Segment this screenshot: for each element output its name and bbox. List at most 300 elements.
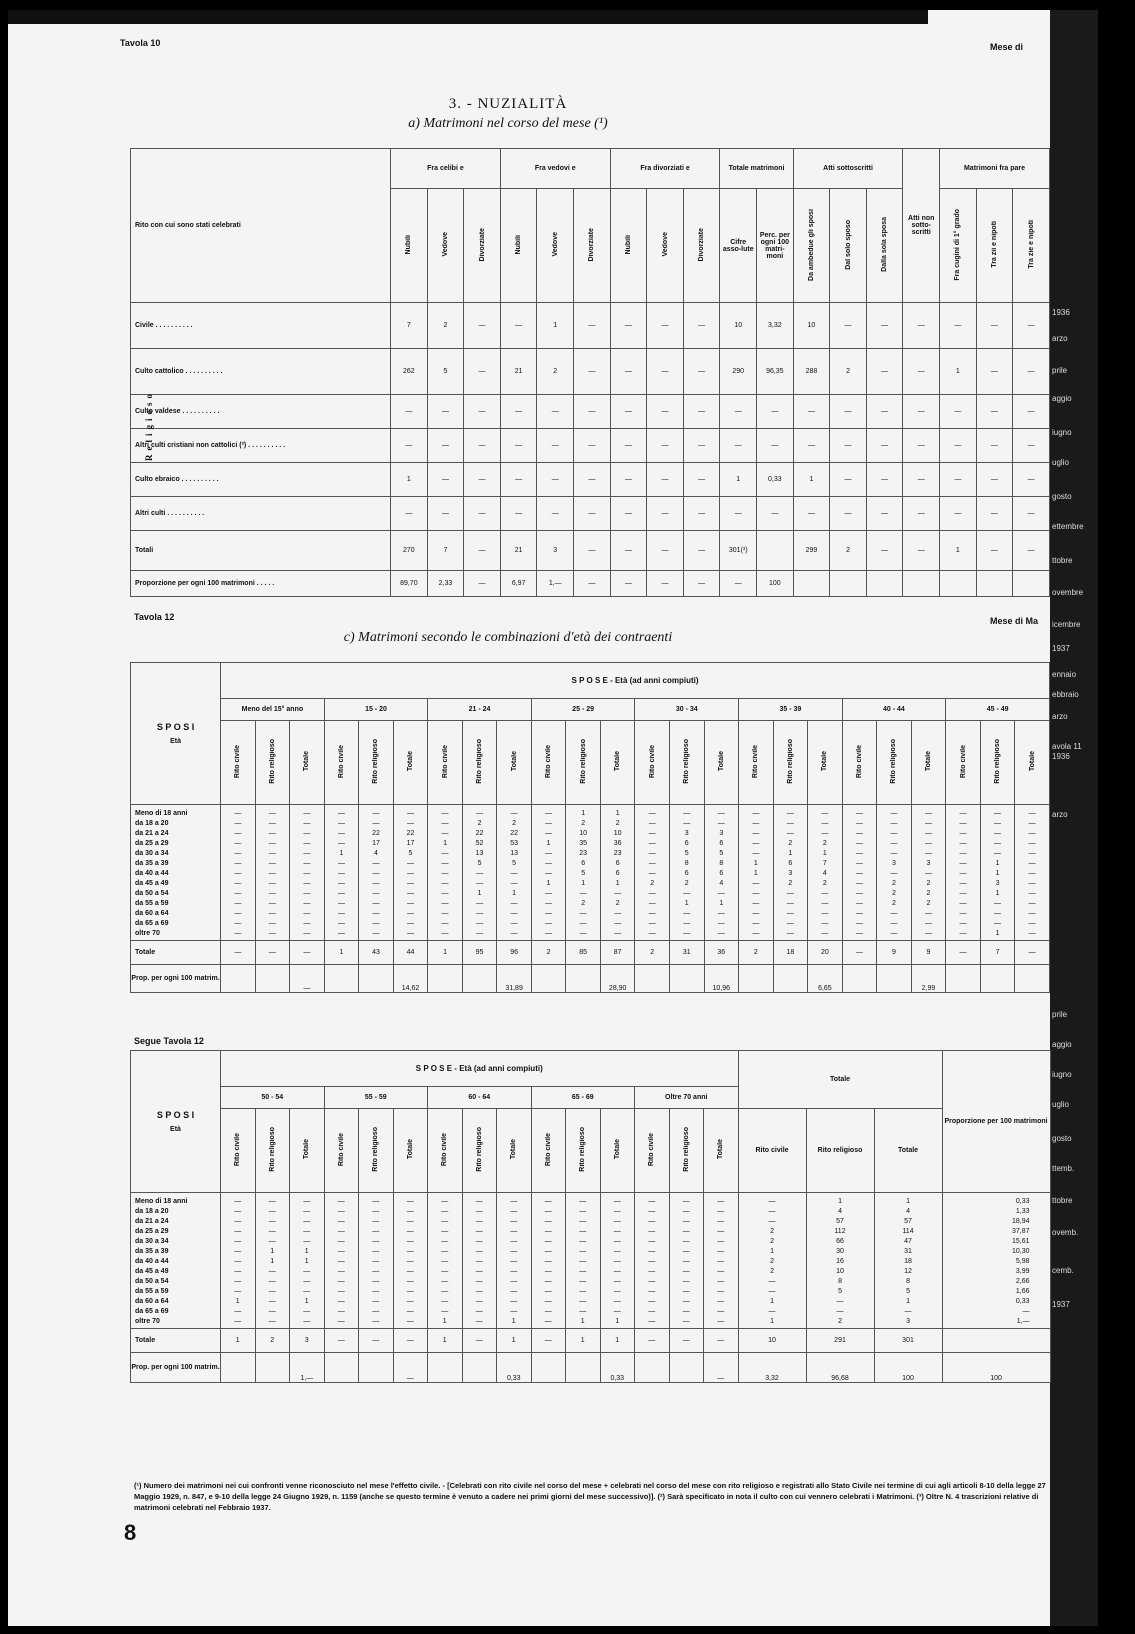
subheader — [221, 1109, 256, 1193]
data-value: — — [268, 1208, 276, 1215]
data-value: 23 — [579, 850, 588, 857]
table-cell: 7 — [980, 941, 1015, 965]
table-cell: — — [427, 497, 464, 531]
table-cell: — — [647, 571, 684, 597]
table-cell: 0,33 — [600, 1353, 635, 1383]
data-value: — — [1028, 830, 1036, 837]
table-cell: — — [647, 531, 684, 571]
data-value: — — [510, 900, 518, 907]
column-heading-text: Rito civile — [545, 744, 553, 779]
table-cell — [739, 965, 774, 993]
table-cell: 96 — [497, 941, 532, 965]
data-value: 52 — [475, 840, 484, 847]
data-value: — — [855, 830, 863, 837]
table-cell: 31,89 — [497, 965, 532, 993]
subheader — [669, 721, 704, 805]
data-value: — — [648, 1268, 656, 1275]
data-value: 10 — [613, 830, 622, 837]
data-value: — — [890, 810, 898, 817]
data-value: 4 — [822, 870, 827, 877]
data-value: — — [648, 860, 656, 867]
data-value: — — [303, 1308, 311, 1315]
data-column — [806, 1193, 874, 1329]
totale-group-header: Totale — [738, 1051, 942, 1109]
table-cell: — — [976, 303, 1013, 349]
data-column — [600, 1193, 635, 1329]
data-value: — — [648, 840, 656, 847]
data-value: — — [406, 1308, 414, 1315]
age-row-label: da 55 a 59 — [135, 900, 169, 907]
data-value: — — [372, 1238, 380, 1245]
age-row-label: da 18 a 20 — [135, 1208, 169, 1215]
data-value: — — [1028, 810, 1036, 817]
age-combination-table-continued — [130, 1050, 1051, 1383]
table-cell: 262 — [391, 349, 428, 395]
data-value: 36 — [613, 840, 622, 847]
column-header-rite: Rito con cui sono stati celebrati — [131, 149, 391, 303]
table-cell: — — [537, 429, 574, 463]
data-value: — — [441, 1238, 449, 1245]
table-cell: 44 — [393, 941, 428, 965]
data-value: 1 — [770, 1248, 774, 1255]
table-cell: — — [1013, 463, 1050, 497]
table-cell — [635, 965, 670, 993]
data-value: 13 — [475, 850, 484, 857]
data-value: 5 — [512, 860, 517, 867]
data-value: 6 — [719, 870, 724, 877]
data-value: — — [890, 830, 898, 837]
data-value: 2 — [838, 1318, 842, 1325]
data-value: — — [441, 1258, 449, 1265]
data-column — [842, 805, 877, 941]
data-value: — — [613, 1268, 621, 1275]
data-value: — — [890, 870, 898, 877]
subheader — [647, 189, 684, 303]
data-column — [980, 805, 1015, 941]
subheader — [500, 189, 537, 303]
age-group-header: Oltre 70 anni — [635, 1087, 739, 1109]
data-value: — — [337, 1308, 345, 1315]
data-value: — — [372, 930, 380, 937]
data-value: 1 — [615, 810, 620, 817]
subheader-total: Perc. per ogni 100 matri-moni — [757, 189, 794, 303]
table-cell — [842, 965, 877, 993]
data-value: — — [406, 1218, 414, 1225]
subheader — [462, 721, 497, 805]
table-cell: — — [537, 497, 574, 531]
table-cell: — — [464, 463, 501, 497]
table-cell: — — [393, 1329, 428, 1353]
table-cell — [635, 1353, 670, 1383]
data-value: 1 — [339, 850, 344, 857]
table-cell: 2 — [830, 531, 867, 571]
data-value: — — [994, 820, 1002, 827]
data-value: 15,61 — [1012, 1238, 1030, 1245]
data-value: — — [337, 1208, 345, 1215]
table-cell: — — [976, 429, 1013, 463]
side-note: 1937 — [1052, 1300, 1070, 1309]
table-cell: 1 — [324, 941, 359, 965]
data-value: 18 — [904, 1258, 912, 1265]
data-value: — — [372, 1318, 380, 1325]
data-value: — — [476, 870, 484, 877]
table-cell: 299 — [793, 531, 830, 571]
data-value: — — [372, 1228, 380, 1235]
data-value: — — [579, 1288, 587, 1295]
column-heading-text: Rito religioso — [682, 1127, 690, 1172]
column-heading-text: Rito religioso — [890, 739, 898, 784]
table-cell — [221, 965, 256, 993]
table-cell — [866, 571, 903, 597]
data-value: — — [234, 910, 242, 917]
data-value: 1 — [684, 900, 689, 907]
subheader-atti — [866, 189, 903, 303]
table-cell: 9 — [911, 941, 946, 965]
data-value: — — [717, 1278, 725, 1285]
data-value: — — [337, 860, 345, 867]
table-cell: 2 — [739, 941, 774, 965]
data-value: — — [682, 1278, 690, 1285]
data-value: — — [648, 900, 656, 907]
table-cell — [255, 965, 290, 993]
data-value: — — [372, 1298, 380, 1305]
data-value: — — [855, 900, 863, 907]
data-column — [566, 1193, 601, 1329]
table-cell: 1 — [497, 1329, 532, 1353]
data-value: — — [475, 1308, 483, 1315]
group-header-non-sottoscritti: Atti non sotto-scritti — [903, 149, 940, 303]
table-cell: 96,35 — [757, 349, 794, 395]
data-value: — — [924, 910, 932, 917]
data-value: — — [648, 1248, 656, 1255]
subheader — [290, 1109, 325, 1193]
data-column — [566, 805, 601, 941]
table-cell — [462, 965, 497, 993]
data-value: — — [717, 1238, 725, 1245]
totals-label: Totali — [131, 531, 391, 571]
age-row-label: Meno di 18 anni — [135, 810, 188, 817]
table-cell: 3 — [537, 531, 574, 571]
subheader — [600, 721, 635, 805]
data-value: — — [406, 1288, 414, 1295]
column-heading-text: Rito religioso — [475, 1127, 483, 1172]
data-value: 2 — [615, 820, 620, 827]
table-cell: — — [866, 303, 903, 349]
data-value: — — [648, 1278, 656, 1285]
data-value: — — [752, 910, 760, 917]
data-value: — — [1028, 880, 1036, 887]
age-row-label: da 50 a 54 — [135, 890, 169, 897]
table-cell: — — [1013, 531, 1050, 571]
data-value: 2 — [788, 840, 793, 847]
data-value: — — [579, 1278, 587, 1285]
data-value: — — [648, 1208, 656, 1215]
data-value: — — [768, 1288, 776, 1295]
subheader-parenti — [976, 189, 1013, 303]
table-cell: — — [574, 463, 611, 497]
subheader — [669, 1109, 704, 1193]
data-value: — — [579, 1198, 587, 1205]
data-value: — — [406, 1238, 414, 1245]
data-value: — — [234, 930, 242, 937]
data-value: — — [717, 1268, 725, 1275]
table-cell: — — [866, 429, 903, 463]
data-value: — — [441, 1218, 449, 1225]
side-note: ennaio — [1052, 670, 1077, 679]
data-value: 17 — [372, 840, 380, 847]
footnotes: (¹) Numero dei matrimoni nei cui confronti venne riconosciuto nel mese l'effetto civile. - [Celebrati con rito civile nel corso del mese + celebrati nel corso del mese con rito religioso e registrati allo Stato Civile nei termine di cui agli articoli 8-10 della legge 27 Maggio 1929, n. 847, e 9-10 della legge 24 Giugno 1929, n. 1159 (anche se questo termine è venuto a cadere nei primi giorni del mese successivo)]. (²) Sarà specificato in nota il culto con cui vennero celebrati i Matrimoni. (³) Oltre N. 4 trascrizioni relative di matrimoni celebrati nel Febbraio 1937. — [134, 1481, 1046, 1512]
data-value: — — [994, 900, 1002, 907]
data-value: — — [337, 1228, 345, 1235]
data-value: — — [717, 1208, 725, 1215]
data-value: — — [545, 810, 553, 817]
data-value: 2 — [770, 1238, 774, 1245]
data-value: — — [476, 880, 484, 887]
table-cell: — — [647, 395, 684, 429]
totals-label: Totale — [131, 1329, 221, 1353]
subheader-parenti — [940, 189, 977, 303]
data-value: — — [682, 1238, 690, 1245]
data-value: — — [407, 890, 414, 897]
table-cell: — — [500, 463, 537, 497]
column-heading-text: Fra cugini di 1° grado — [954, 208, 962, 281]
data-value: — — [303, 880, 311, 887]
data-value: — — [683, 820, 691, 827]
data-value: — — [441, 880, 449, 887]
data-value: 4 — [906, 1208, 910, 1215]
data-value: — — [683, 930, 691, 937]
data-value: — — [683, 810, 691, 817]
table-row — [131, 395, 1050, 429]
data-value: — — [717, 1258, 725, 1265]
table-cell: — — [940, 395, 977, 429]
table-cell: 2 — [830, 349, 867, 395]
data-value: — — [337, 870, 345, 877]
column-heading-text: Rito civile — [441, 744, 449, 779]
table-cell: 7 — [391, 303, 428, 349]
data-value: — — [234, 1308, 242, 1315]
data-value: — — [959, 860, 967, 867]
data-value: — — [475, 1198, 483, 1205]
age-row-label: da 35 a 39 — [135, 860, 169, 867]
data-value: — — [337, 830, 345, 837]
data-value: 1 — [995, 930, 1000, 937]
data-value: — — [683, 890, 691, 897]
data-column — [462, 1193, 497, 1329]
table-cell: 1,— — [537, 571, 574, 597]
data-value: 1,33 — [1015, 1208, 1030, 1215]
data-value: 5,98 — [1015, 1258, 1030, 1265]
data-value: — — [1028, 850, 1036, 857]
data-value: — — [1028, 820, 1036, 827]
data-value: — — [924, 820, 932, 827]
table-a-title: a) Matrimoni nel corso del mese (¹) — [408, 116, 608, 131]
table-cell: — — [610, 429, 647, 463]
table-cell: — — [940, 429, 977, 463]
data-column — [773, 805, 808, 941]
data-value: — — [579, 1308, 587, 1315]
data-value: — — [441, 850, 449, 857]
data-value: — — [475, 1278, 483, 1285]
data-column — [600, 805, 635, 941]
table-cell: — — [830, 395, 867, 429]
data-value: — — [752, 890, 760, 897]
table-cell — [793, 571, 830, 597]
data-value: — — [475, 1318, 483, 1325]
data-value: 8 — [684, 860, 689, 867]
data-value: — — [303, 910, 311, 917]
table-cell: 2 — [427, 303, 464, 349]
table-cell — [976, 571, 1013, 597]
data-value: 8 — [838, 1278, 842, 1285]
column-heading-text: Rito civile — [441, 1132, 449, 1167]
age-row-label: da 50 a 54 — [135, 1278, 169, 1285]
table-cell: 31 — [669, 941, 704, 965]
data-value: — — [234, 920, 242, 927]
data-value: 22 — [510, 830, 518, 837]
side-note: ettembre — [1052, 522, 1084, 531]
table-cell: — — [610, 395, 647, 429]
table-cell: 43 — [359, 941, 394, 965]
age-row-label: da 55 a 59 — [135, 1288, 169, 1295]
table-cell: — — [830, 429, 867, 463]
column-heading-text: Totale — [613, 1139, 621, 1160]
data-value: — — [717, 810, 725, 817]
table-cell — [942, 1329, 1050, 1353]
data-value: — — [613, 1238, 621, 1245]
data-value: 13 — [510, 850, 518, 857]
subheader — [946, 721, 981, 805]
data-value: 6 — [615, 860, 620, 867]
data-value: — — [407, 900, 414, 907]
data-value: — — [268, 1298, 276, 1305]
data-value: — — [476, 810, 484, 817]
data-value: 3 — [788, 870, 793, 877]
age-group-header: Meno del 15° anno — [221, 699, 325, 721]
table-cell: — — [903, 497, 940, 531]
age-row-label: da 40 a 44 — [135, 870, 169, 877]
data-value: 5 — [408, 850, 413, 857]
data-value: — — [372, 810, 380, 817]
data-value: — — [337, 920, 345, 927]
table-cell: 9 — [877, 941, 912, 965]
data-value: 1 — [546, 840, 551, 847]
column-heading-text: Da ambedue gli sposi — [807, 208, 815, 281]
table-cell: 1 — [940, 349, 977, 395]
data-value: — — [924, 870, 932, 877]
column-heading-text: Dal solo sposo — [844, 219, 852, 270]
data-value: — — [579, 1228, 587, 1235]
data-value: — — [475, 1228, 483, 1235]
data-value: — — [717, 1198, 725, 1205]
data-value: 2 — [891, 890, 896, 897]
data-value: — — [648, 1258, 656, 1265]
data-value: — — [682, 1308, 690, 1315]
data-value: 6 — [788, 860, 793, 867]
table-cell: — — [704, 1353, 739, 1383]
data-column — [359, 805, 394, 941]
data-value: 8 — [906, 1278, 910, 1285]
data-value: — — [475, 1208, 483, 1215]
subheader — [683, 189, 720, 303]
data-value: — — [372, 820, 380, 827]
data-value: — — [786, 900, 794, 907]
data-value: — — [579, 920, 587, 927]
table-cell: 95 — [462, 941, 497, 965]
table-cell — [359, 1353, 394, 1383]
table-cell: — — [290, 941, 325, 965]
column-heading-text: Totale — [407, 751, 414, 772]
table-row — [131, 429, 1050, 463]
data-value: — — [648, 1218, 656, 1225]
table-cell: — — [866, 395, 903, 429]
subheader — [428, 721, 463, 805]
data-value: 0,33 — [1015, 1298, 1030, 1305]
table-cell — [566, 1353, 601, 1383]
table-cell: — — [976, 497, 1013, 531]
data-value: — — [337, 900, 345, 907]
table-cell: — — [976, 395, 1013, 429]
data-value: — — [821, 830, 829, 837]
data-value: — — [372, 1198, 380, 1205]
side-note: arzo — [1052, 810, 1068, 819]
data-value: — — [475, 1298, 483, 1305]
column-heading-text: Rito religioso — [994, 739, 1002, 784]
data-value: 1 — [906, 1298, 910, 1305]
data-value: — — [441, 1288, 449, 1295]
subheader — [566, 721, 601, 805]
data-value: — — [579, 1268, 587, 1275]
data-value: — — [268, 1278, 276, 1285]
data-value: — — [752, 820, 760, 827]
data-value: — — [924, 840, 932, 847]
data-value: — — [303, 1228, 311, 1235]
data-value: — — [268, 1268, 276, 1275]
table-cell: 28,90 — [600, 965, 635, 993]
table-cell: 87 — [600, 941, 635, 965]
column-heading-text: Rito civile — [648, 744, 656, 779]
data-value: — — [890, 820, 898, 827]
subheader — [359, 1109, 394, 1193]
table-cell: 14,62 — [393, 965, 428, 993]
data-value: 18,94 — [1012, 1218, 1030, 1225]
column-heading-text: Totale — [1028, 751, 1036, 772]
data-column — [669, 1193, 704, 1329]
side-note: prile — [1052, 366, 1068, 375]
data-value: — — [234, 1248, 242, 1255]
data-value: 2 — [477, 820, 482, 827]
table-cell: — — [537, 463, 574, 497]
data-value: 1 — [580, 1318, 585, 1325]
data-value: — — [924, 920, 932, 927]
table-cell: — — [757, 429, 794, 463]
data-value: — — [441, 1228, 449, 1235]
subheader — [221, 721, 256, 805]
data-value: — — [268, 1288, 276, 1295]
group-header-celibi: Fra celibi e — [391, 149, 501, 189]
data-value: — — [613, 1198, 621, 1205]
data-value: — — [441, 830, 449, 837]
data-value: 5 — [719, 850, 724, 857]
table-cell — [877, 965, 912, 993]
table-cell: 6,65 — [808, 965, 843, 993]
data-value: — — [682, 1258, 690, 1265]
data-value: 6 — [719, 840, 724, 847]
data-value: — — [994, 850, 1002, 857]
table-cell: 7 — [427, 531, 464, 571]
data-value: — — [268, 1218, 276, 1225]
data-value: — — [234, 1238, 242, 1245]
